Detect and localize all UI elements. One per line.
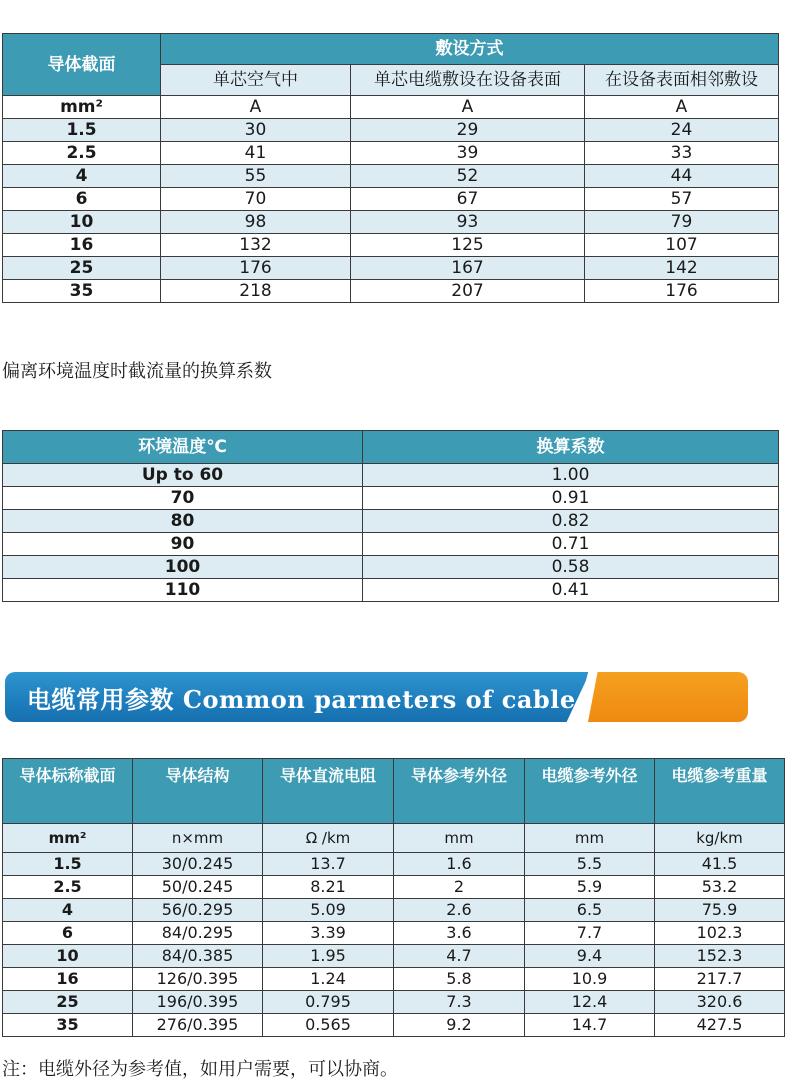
table-row <box>3 142 779 165</box>
unit-cell: A <box>351 96 585 119</box>
value-cell: 84/0.295 <box>133 922 263 945</box>
row-label-cell: 4 <box>3 899 133 922</box>
banner-orange-bar <box>588 672 748 722</box>
value-cell: 6.5 <box>525 899 655 922</box>
table-row <box>3 234 779 257</box>
row-label-cell: 80 <box>3 510 363 533</box>
value-cell: 41.5 <box>655 853 785 876</box>
row-label-cell: 6 <box>3 188 161 211</box>
value-cell: 2.6 <box>394 899 525 922</box>
value-cell: 5.09 <box>263 899 394 922</box>
temperature-factor-table <box>2 430 779 602</box>
row-label-cell: 16 <box>3 968 133 991</box>
value-cell: 55 <box>161 165 351 188</box>
value-cell: 0.795 <box>263 991 394 1014</box>
value-cell: 13.7 <box>263 853 394 876</box>
derating-caption: 偏离环境温度时截流量的换算系数 <box>2 361 272 382</box>
value-cell: 0.82 <box>363 510 779 533</box>
unit-cell: kg/km <box>655 824 785 853</box>
ampacity-table <box>2 33 779 303</box>
value-cell: 1.6 <box>394 853 525 876</box>
value-cell: 14.7 <box>525 1014 655 1037</box>
row-label-cell: 6 <box>3 922 133 945</box>
banner-title: 电缆常用参数 Common parmeters of cable <box>27 685 576 714</box>
table-row <box>3 922 785 945</box>
header-factor: 换算系数 <box>363 431 779 464</box>
header-laying-method: 敷设方式 <box>161 34 779 65</box>
row-label-cell: 4 <box>3 165 161 188</box>
header-nominal-section: 导体标称截面 <box>3 759 133 824</box>
value-cell: 125 <box>351 234 585 257</box>
value-cell: 24 <box>585 119 779 142</box>
value-cell: 167 <box>351 257 585 280</box>
footnote: 注：电缆外径为参考值，如用户需要，可以协商。 <box>2 1059 398 1080</box>
table-row <box>3 487 779 510</box>
value-cell: 3.39 <box>263 922 394 945</box>
table-row <box>3 853 785 876</box>
value-cell: 107 <box>585 234 779 257</box>
value-cell: 5.5 <box>525 853 655 876</box>
value-cell: 8.21 <box>263 876 394 899</box>
unit-cell: mm <box>525 824 655 853</box>
row-label-cell: 110 <box>3 579 363 602</box>
row-label-cell: 90 <box>3 533 363 556</box>
unit-cell: mm² <box>3 96 161 119</box>
value-cell: 50/0.245 <box>133 876 263 899</box>
value-cell: 30 <box>161 119 351 142</box>
value-cell: 53.2 <box>655 876 785 899</box>
row-label-cell: 2.5 <box>3 876 133 899</box>
value-cell: 67 <box>351 188 585 211</box>
value-cell: 52 <box>351 165 585 188</box>
value-cell: 56/0.295 <box>133 899 263 922</box>
value-cell: 427.5 <box>655 1014 785 1037</box>
value-cell: 5.8 <box>394 968 525 991</box>
value-cell: 0.565 <box>263 1014 394 1037</box>
row-label-cell: 35 <box>3 280 161 303</box>
table-row <box>3 556 779 579</box>
table-row <box>3 257 779 280</box>
header-ambient-temp: 环境温度℃ <box>3 431 363 464</box>
value-cell: 176 <box>585 280 779 303</box>
value-cell: 41 <box>161 142 351 165</box>
value-cell: 217.7 <box>655 968 785 991</box>
row-label-cell: 25 <box>3 257 161 280</box>
table-row <box>3 968 785 991</box>
value-cell: 98 <box>161 211 351 234</box>
header-conductor-section: 导体截面 <box>3 34 161 96</box>
cable-parameters-table <box>2 758 785 1037</box>
table-row <box>3 533 779 556</box>
table-row <box>3 945 785 968</box>
table-row <box>3 1014 785 1037</box>
table-row <box>3 119 779 142</box>
table-row <box>3 165 779 188</box>
header-structure: 导体结构 <box>133 759 263 824</box>
value-cell: 29 <box>351 119 585 142</box>
value-cell: 0.71 <box>363 533 779 556</box>
value-cell: 152.3 <box>655 945 785 968</box>
row-label-cell: 10 <box>3 945 133 968</box>
table-row <box>3 280 779 303</box>
row-label-cell: 1.5 <box>3 853 133 876</box>
row-label-cell: 2.5 <box>3 142 161 165</box>
row-label-cell: 25 <box>3 991 133 1014</box>
row-label-cell: 16 <box>3 234 161 257</box>
value-cell: 132 <box>161 234 351 257</box>
subheader-single-core-air: 单芯空气中 <box>161 65 351 96</box>
table-row <box>3 211 779 234</box>
table-row <box>3 991 785 1014</box>
table-row <box>3 876 785 899</box>
value-cell: 44 <box>585 165 779 188</box>
value-cell: 33 <box>585 142 779 165</box>
value-cell: 9.4 <box>525 945 655 968</box>
value-cell: 0.41 <box>363 579 779 602</box>
value-cell: 3.6 <box>394 922 525 945</box>
value-cell: 84/0.385 <box>133 945 263 968</box>
unit-cell: A <box>161 96 351 119</box>
value-cell: 142 <box>585 257 779 280</box>
table-row <box>3 188 779 211</box>
value-cell: 1.00 <box>363 464 779 487</box>
value-cell: 0.58 <box>363 556 779 579</box>
value-cell: 7.7 <box>525 922 655 945</box>
value-cell: 4.7 <box>394 945 525 968</box>
value-cell: 9.2 <box>394 1014 525 1037</box>
value-cell: 93 <box>351 211 585 234</box>
header-conductor-diameter: 导体参考外径 <box>394 759 525 824</box>
value-cell: 70 <box>161 188 351 211</box>
value-cell: 196/0.395 <box>133 991 263 1014</box>
value-cell: 126/0.395 <box>133 968 263 991</box>
unit-cell: mm <box>394 824 525 853</box>
value-cell: 2 <box>394 876 525 899</box>
value-cell: 276/0.395 <box>133 1014 263 1037</box>
value-cell: 0.91 <box>363 487 779 510</box>
value-cell: 10.9 <box>525 968 655 991</box>
value-cell: 102.3 <box>655 922 785 945</box>
value-cell: 1.95 <box>263 945 394 968</box>
table-row <box>3 464 779 487</box>
value-cell: 79 <box>585 211 779 234</box>
value-cell: 176 <box>161 257 351 280</box>
header-cable-weight: 电缆参考重量 <box>655 759 785 824</box>
subheader-adjacent-surface: 在设备表面相邻敷设 <box>585 65 779 96</box>
value-cell: 57 <box>585 188 779 211</box>
value-cell: 39 <box>351 142 585 165</box>
row-label-cell: 100 <box>3 556 363 579</box>
row-label-cell: 35 <box>3 1014 133 1037</box>
row-label-cell: 1.5 <box>3 119 161 142</box>
unit-cell: Ω /km <box>263 824 394 853</box>
header-cable-diameter: 电缆参考外径 <box>525 759 655 824</box>
table-row <box>3 579 779 602</box>
value-cell: 75.9 <box>655 899 785 922</box>
value-cell: 5.9 <box>525 876 655 899</box>
value-cell: 30/0.245 <box>133 853 263 876</box>
unit-cell: n×mm <box>133 824 263 853</box>
value-cell: 12.4 <box>525 991 655 1014</box>
value-cell: 7.3 <box>394 991 525 1014</box>
value-cell: 207 <box>351 280 585 303</box>
header-dc-resistance: 导体直流电阻 <box>263 759 394 824</box>
value-cell: 218 <box>161 280 351 303</box>
value-cell: 320.6 <box>655 991 785 1014</box>
table-row <box>3 510 779 533</box>
unit-cell: A <box>585 96 779 119</box>
row-label-cell: 70 <box>3 487 363 510</box>
row-label-cell: 10 <box>3 211 161 234</box>
value-cell: 1.24 <box>263 968 394 991</box>
table-row <box>3 899 785 922</box>
row-label-cell: Up to 60 <box>3 464 363 487</box>
subheader-single-core-surface: 单芯电缆敷设在设备表面 <box>351 65 585 96</box>
unit-cell: mm² <box>3 824 133 853</box>
section-banner <box>5 672 748 722</box>
